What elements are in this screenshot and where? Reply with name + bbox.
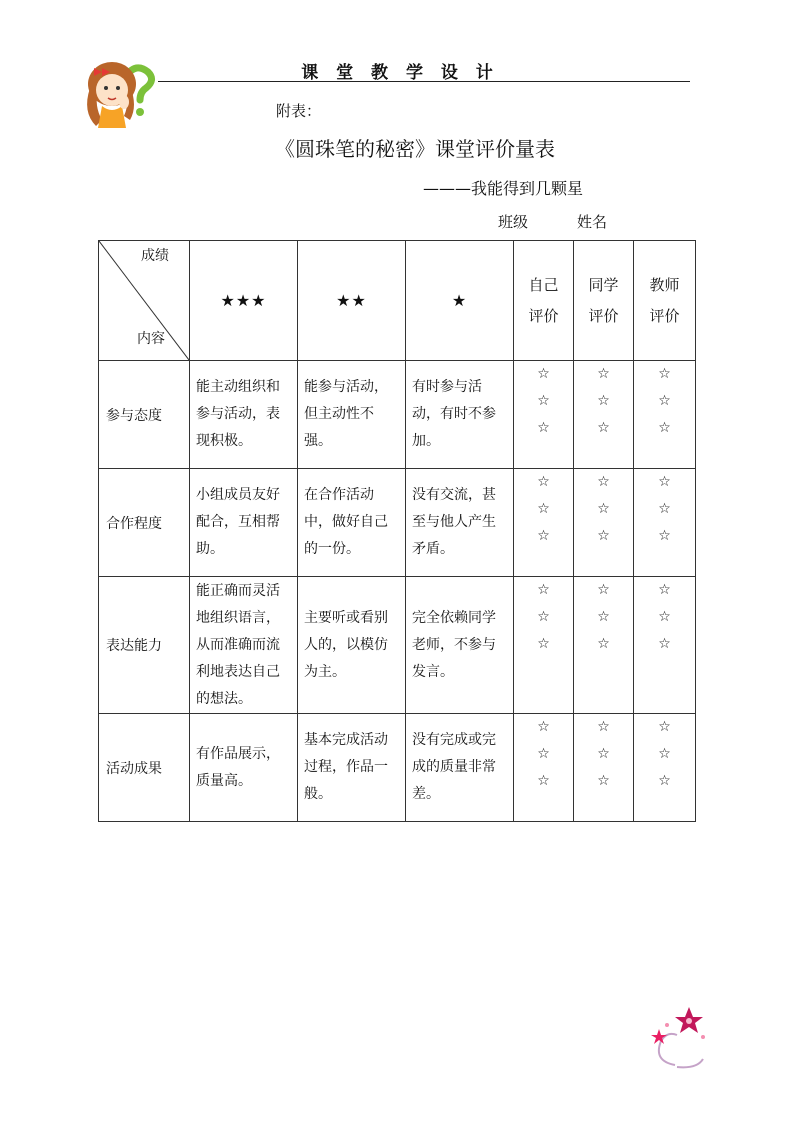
- cooperation-three-star-desc: 小组成员友好配合，互相帮助。: [190, 469, 298, 577]
- empty-star-icon[interactable]: ☆: [537, 474, 550, 490]
- row-label-participation: 参与态度: [99, 361, 190, 469]
- empty-star-icon[interactable]: ☆: [658, 474, 671, 490]
- peer-evaluation-header-line2: 评价: [588, 306, 619, 325]
- empty-star-icon[interactable]: ☆: [597, 773, 610, 789]
- empty-star-icon[interactable]: ☆: [597, 582, 610, 598]
- empty-star-icon[interactable]: ☆: [658, 393, 671, 409]
- cooperation-one-star-desc: 没有交流，甚至与他人产生矛盾。: [406, 469, 514, 577]
- empty-star-icon[interactable]: ☆: [537, 609, 550, 625]
- level-three-stars-header: ★★★: [190, 241, 298, 361]
- teacher-eval-stars[interactable]: [634, 361, 696, 469]
- level-two-stars-header: ★★: [298, 241, 406, 361]
- appendix-label: 附表：: [276, 102, 322, 120]
- empty-star-icon[interactable]: ☆: [537, 420, 550, 436]
- table-row: [99, 714, 696, 822]
- peer-eval-stars[interactable]: [574, 577, 634, 714]
- participation-three-star-desc: 能主动组织和参与活动，表现积极。: [190, 361, 298, 469]
- peer-eval-stars[interactable]: [574, 361, 634, 469]
- self-eval-stars[interactable]: [514, 361, 574, 469]
- diagonal-header-content-label: 内容: [137, 331, 165, 347]
- empty-star-icon[interactable]: ☆: [537, 719, 550, 735]
- empty-star-icon[interactable]: ☆: [537, 582, 550, 598]
- empty-star-icon[interactable]: ☆: [658, 636, 671, 652]
- empty-star-icon[interactable]: ☆: [597, 636, 610, 652]
- empty-star-icon[interactable]: ☆: [658, 420, 671, 436]
- table-row: [99, 361, 696, 469]
- participation-two-star-desc: 能参与活动，但主动性不强。: [298, 361, 406, 469]
- evaluation-rubric-table: [98, 240, 696, 822]
- peer-eval-stars[interactable]: [574, 469, 634, 577]
- results-three-star-desc: 有作品展示，质量高。: [190, 714, 298, 822]
- name-label: 姓名: [577, 213, 608, 231]
- empty-star-icon[interactable]: ☆: [597, 474, 610, 490]
- empty-star-icon[interactable]: ☆: [658, 528, 671, 544]
- empty-star-icon[interactable]: ☆: [537, 746, 550, 762]
- empty-star-icon[interactable]: ☆: [658, 366, 671, 382]
- diagonal-header-cell: [99, 241, 190, 361]
- flower-ornament-icon: [645, 1003, 715, 1073]
- empty-star-icon[interactable]: ☆: [597, 609, 610, 625]
- empty-star-icon[interactable]: ☆: [597, 528, 610, 544]
- self-eval-stars[interactable]: [514, 577, 574, 714]
- level-one-star-header: ★: [406, 241, 514, 361]
- empty-star-icon[interactable]: ☆: [597, 719, 610, 735]
- empty-star-icon[interactable]: ☆: [597, 420, 610, 436]
- document-title: 《圆珠笔的秘密》课堂评价量表: [275, 137, 555, 161]
- expression-one-star-desc: 完全依赖同学老师，不参与发言。: [406, 577, 514, 714]
- class-label: 班级: [498, 213, 529, 231]
- empty-star-icon[interactable]: ☆: [597, 501, 610, 517]
- girl-mascot-illustration: [72, 54, 158, 132]
- self-eval-stars[interactable]: [514, 469, 574, 577]
- header-divider: [158, 81, 690, 82]
- diagonal-header-score-label: 成绩: [141, 248, 169, 264]
- empty-star-icon[interactable]: ☆: [537, 366, 550, 382]
- self-evaluation-header-line1: 自己: [528, 275, 559, 294]
- empty-star-icon[interactable]: ☆: [658, 773, 671, 789]
- empty-star-icon[interactable]: ☆: [537, 393, 550, 409]
- empty-star-icon[interactable]: ☆: [658, 501, 671, 517]
- table-row: [99, 469, 696, 577]
- results-one-star-desc: 没有完成或完成的质量非常差。: [406, 714, 514, 822]
- row-label-results: 活动成果: [99, 714, 190, 822]
- self-evaluation-header-line2: 评价: [528, 306, 559, 325]
- empty-star-icon[interactable]: ☆: [537, 773, 550, 789]
- teacher-evaluation-header-line1: 教师: [649, 275, 680, 294]
- empty-star-icon[interactable]: ☆: [658, 609, 671, 625]
- row-label-expression: 表达能力: [99, 577, 190, 714]
- participation-one-star-desc: 有时参与活动，有时不参加。: [406, 361, 514, 469]
- table-row: [99, 577, 696, 714]
- empty-star-icon[interactable]: ☆: [658, 719, 671, 735]
- empty-star-icon[interactable]: ☆: [658, 582, 671, 598]
- results-two-star-desc: 基本完成活动过程，作品一般。: [298, 714, 406, 822]
- cooperation-two-star-desc: 在合作活动中，做好自己的一份。: [298, 469, 406, 577]
- peer-evaluation-header: [574, 241, 634, 361]
- empty-star-icon[interactable]: ☆: [658, 746, 671, 762]
- table-header-row: [99, 241, 696, 361]
- empty-star-icon[interactable]: ☆: [537, 528, 550, 544]
- teacher-eval-stars[interactable]: [634, 714, 696, 822]
- empty-star-icon[interactable]: ☆: [537, 636, 550, 652]
- peer-evaluation-header-line1: 同学: [588, 275, 619, 294]
- teacher-evaluation-header-line2: 评价: [649, 306, 680, 325]
- self-eval-stars[interactable]: [514, 714, 574, 822]
- row-label-cooperation: 合作程度: [99, 469, 190, 577]
- teacher-eval-stars[interactable]: [634, 469, 696, 577]
- empty-star-icon[interactable]: ☆: [597, 393, 610, 409]
- empty-star-icon[interactable]: ☆: [597, 746, 610, 762]
- header-title: 课 堂 教 学 设 计: [301, 63, 499, 83]
- peer-eval-stars[interactable]: [574, 714, 634, 822]
- teacher-evaluation-header: [634, 241, 696, 361]
- expression-three-star-desc: 能正确而灵活地组织语言，从而准确而流利地表达自己的想法。: [190, 577, 298, 714]
- expression-two-star-desc: 主要听或看别人的，以模仿为主。: [298, 577, 406, 714]
- teacher-eval-stars[interactable]: [634, 577, 696, 714]
- empty-star-icon[interactable]: ☆: [537, 501, 550, 517]
- document-subtitle: ———我能得到几颗星: [423, 179, 584, 198]
- self-evaluation-header: [514, 241, 574, 361]
- empty-star-icon[interactable]: ☆: [597, 366, 610, 382]
